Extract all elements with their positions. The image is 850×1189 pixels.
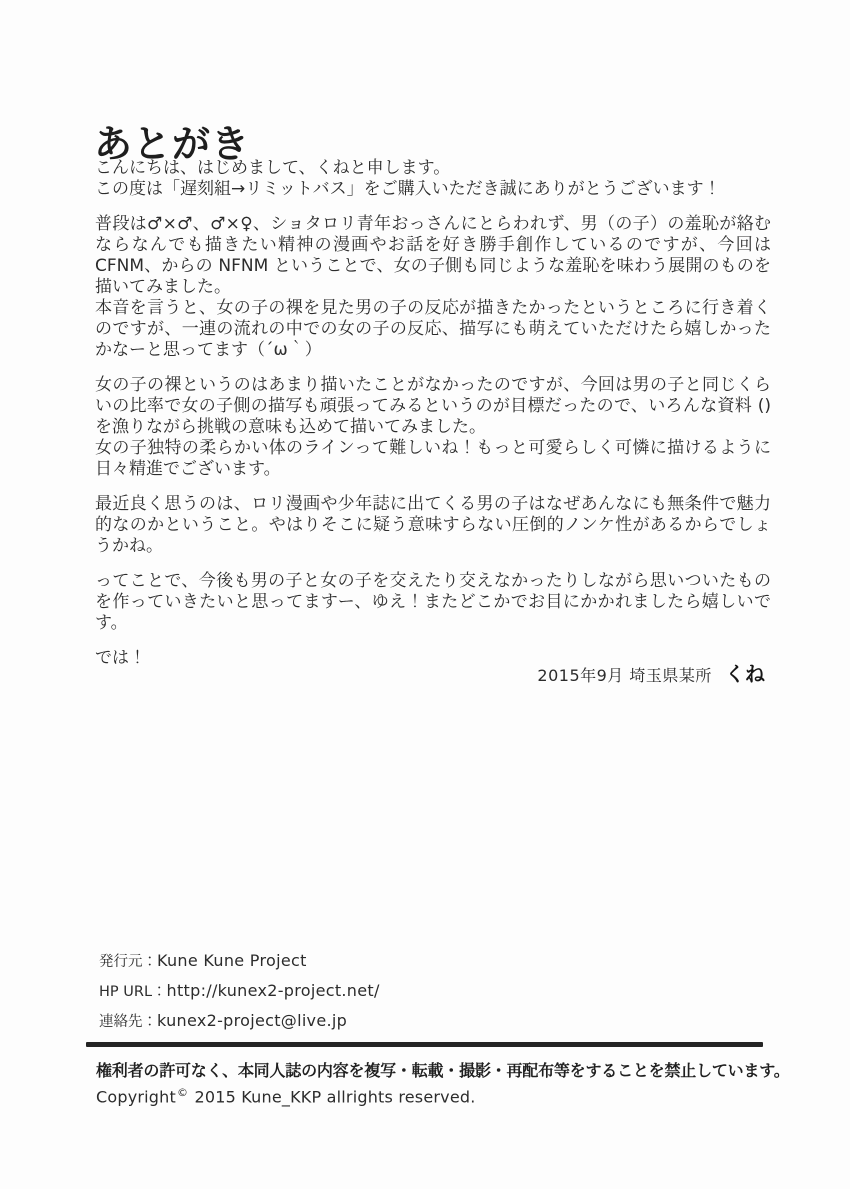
contact-row	[99, 1006, 380, 1036]
rights-notice: 権利者の許可なく、本同人誌の内容を複写・転載・撮影・再配布等をすることを禁止しています。	[96, 1061, 790, 1080]
contact-email-value: kunex2-project@live.jp	[157, 1011, 348, 1030]
publisher-row	[99, 946, 380, 976]
concept-paragraph	[95, 214, 771, 361]
copyright-rest: 2015 Kune_KKP allrights reserved.	[194, 1087, 476, 1107]
page-title: あとがき	[94, 122, 251, 167]
contact-label: 連絡先：	[99, 1014, 157, 1030]
copyright-line	[96, 1086, 476, 1106]
thoughts-paragraph	[95, 494, 771, 557]
afterword-body	[95, 158, 771, 683]
copyright-prefix: Copyright	[96, 1087, 176, 1107]
paragraph-line: ってことで、今後も男の子と女の子を交えたり交えなかったりしながら思いついたものを作っていきたいと思ってますー、ゆえ！またどこかでお目にかかれましたら嬉しいです。	[95, 571, 771, 633]
paragraph-line: こんにちは、はじめまして、くねと申します。	[95, 158, 451, 178]
signature-line	[537, 658, 765, 687]
paragraph-line: 女の子の裸というのはあまり描いたことがなかったのですが、今回は男の子と同じくらいの比率で女の子側の描写も頑張ってみるというのが目標だったので、いろんな資料 () を漁りながら挑戦の意味も込めて描いてみました。	[95, 375, 771, 437]
drawing-paragraph	[95, 375, 771, 480]
paragraph-line: 最近良く思うのは、ロリ漫画や少年誌に出てくる男の子はなぜあんなにも無条件で魅力的なのかということ。やはりそこに疑う意味すらない圧倒的ノンケ性があるからでしょうかね。	[95, 494, 771, 556]
paragraph-line: 普段は♂×♂、♂×♀、ショタロリ青年おっさんにとらわれず、男（の子）の羞恥が絡むならなんでも描きたい精神の漫画やお話を好き勝手創作しているのですが、今回は CFNM、からの NFNM ということで、女の子側も同じような羞恥を味わう展開のものを描いてみました。	[95, 214, 771, 297]
paragraph-line: では！	[95, 648, 146, 668]
signature-author: くね	[725, 662, 765, 686]
copyright-symbol-icon: ©	[176, 1086, 189, 1099]
hp-url-row	[99, 976, 380, 1006]
publisher-info-block	[99, 946, 380, 1036]
signature-date-place: 2015年9月 埼玉県某所	[537, 666, 712, 685]
greeting-paragraph	[95, 158, 771, 200]
paragraph-line: 本音を言うと、女の子の裸を見た男の子の反応が描きたかったというところに行き着くのですが、一連の流れの中での女の子の反応、描写にも萌えていただけたら嬉しかったかなーと思ってます（´ω｀）	[95, 298, 771, 360]
hp-url-label: HP URL：	[99, 984, 167, 1000]
paragraph-line: 女の子独特の柔らかい体のラインって難しいね！もっと可愛らしく可憐に描けるように日々精進でございます。	[95, 438, 771, 479]
closing-paragraph	[95, 571, 771, 634]
publisher-name: Kune Kune Project	[157, 951, 307, 970]
publisher-label: 発行元：	[99, 954, 157, 970]
footer-divider	[86, 1042, 763, 1047]
paragraph-line: この度は「遅刻組→リミットバス」をご購入いただき誠にありがとうございます！	[95, 179, 721, 199]
hp-url-value: http://kunex2-project.net/	[166, 981, 380, 1000]
